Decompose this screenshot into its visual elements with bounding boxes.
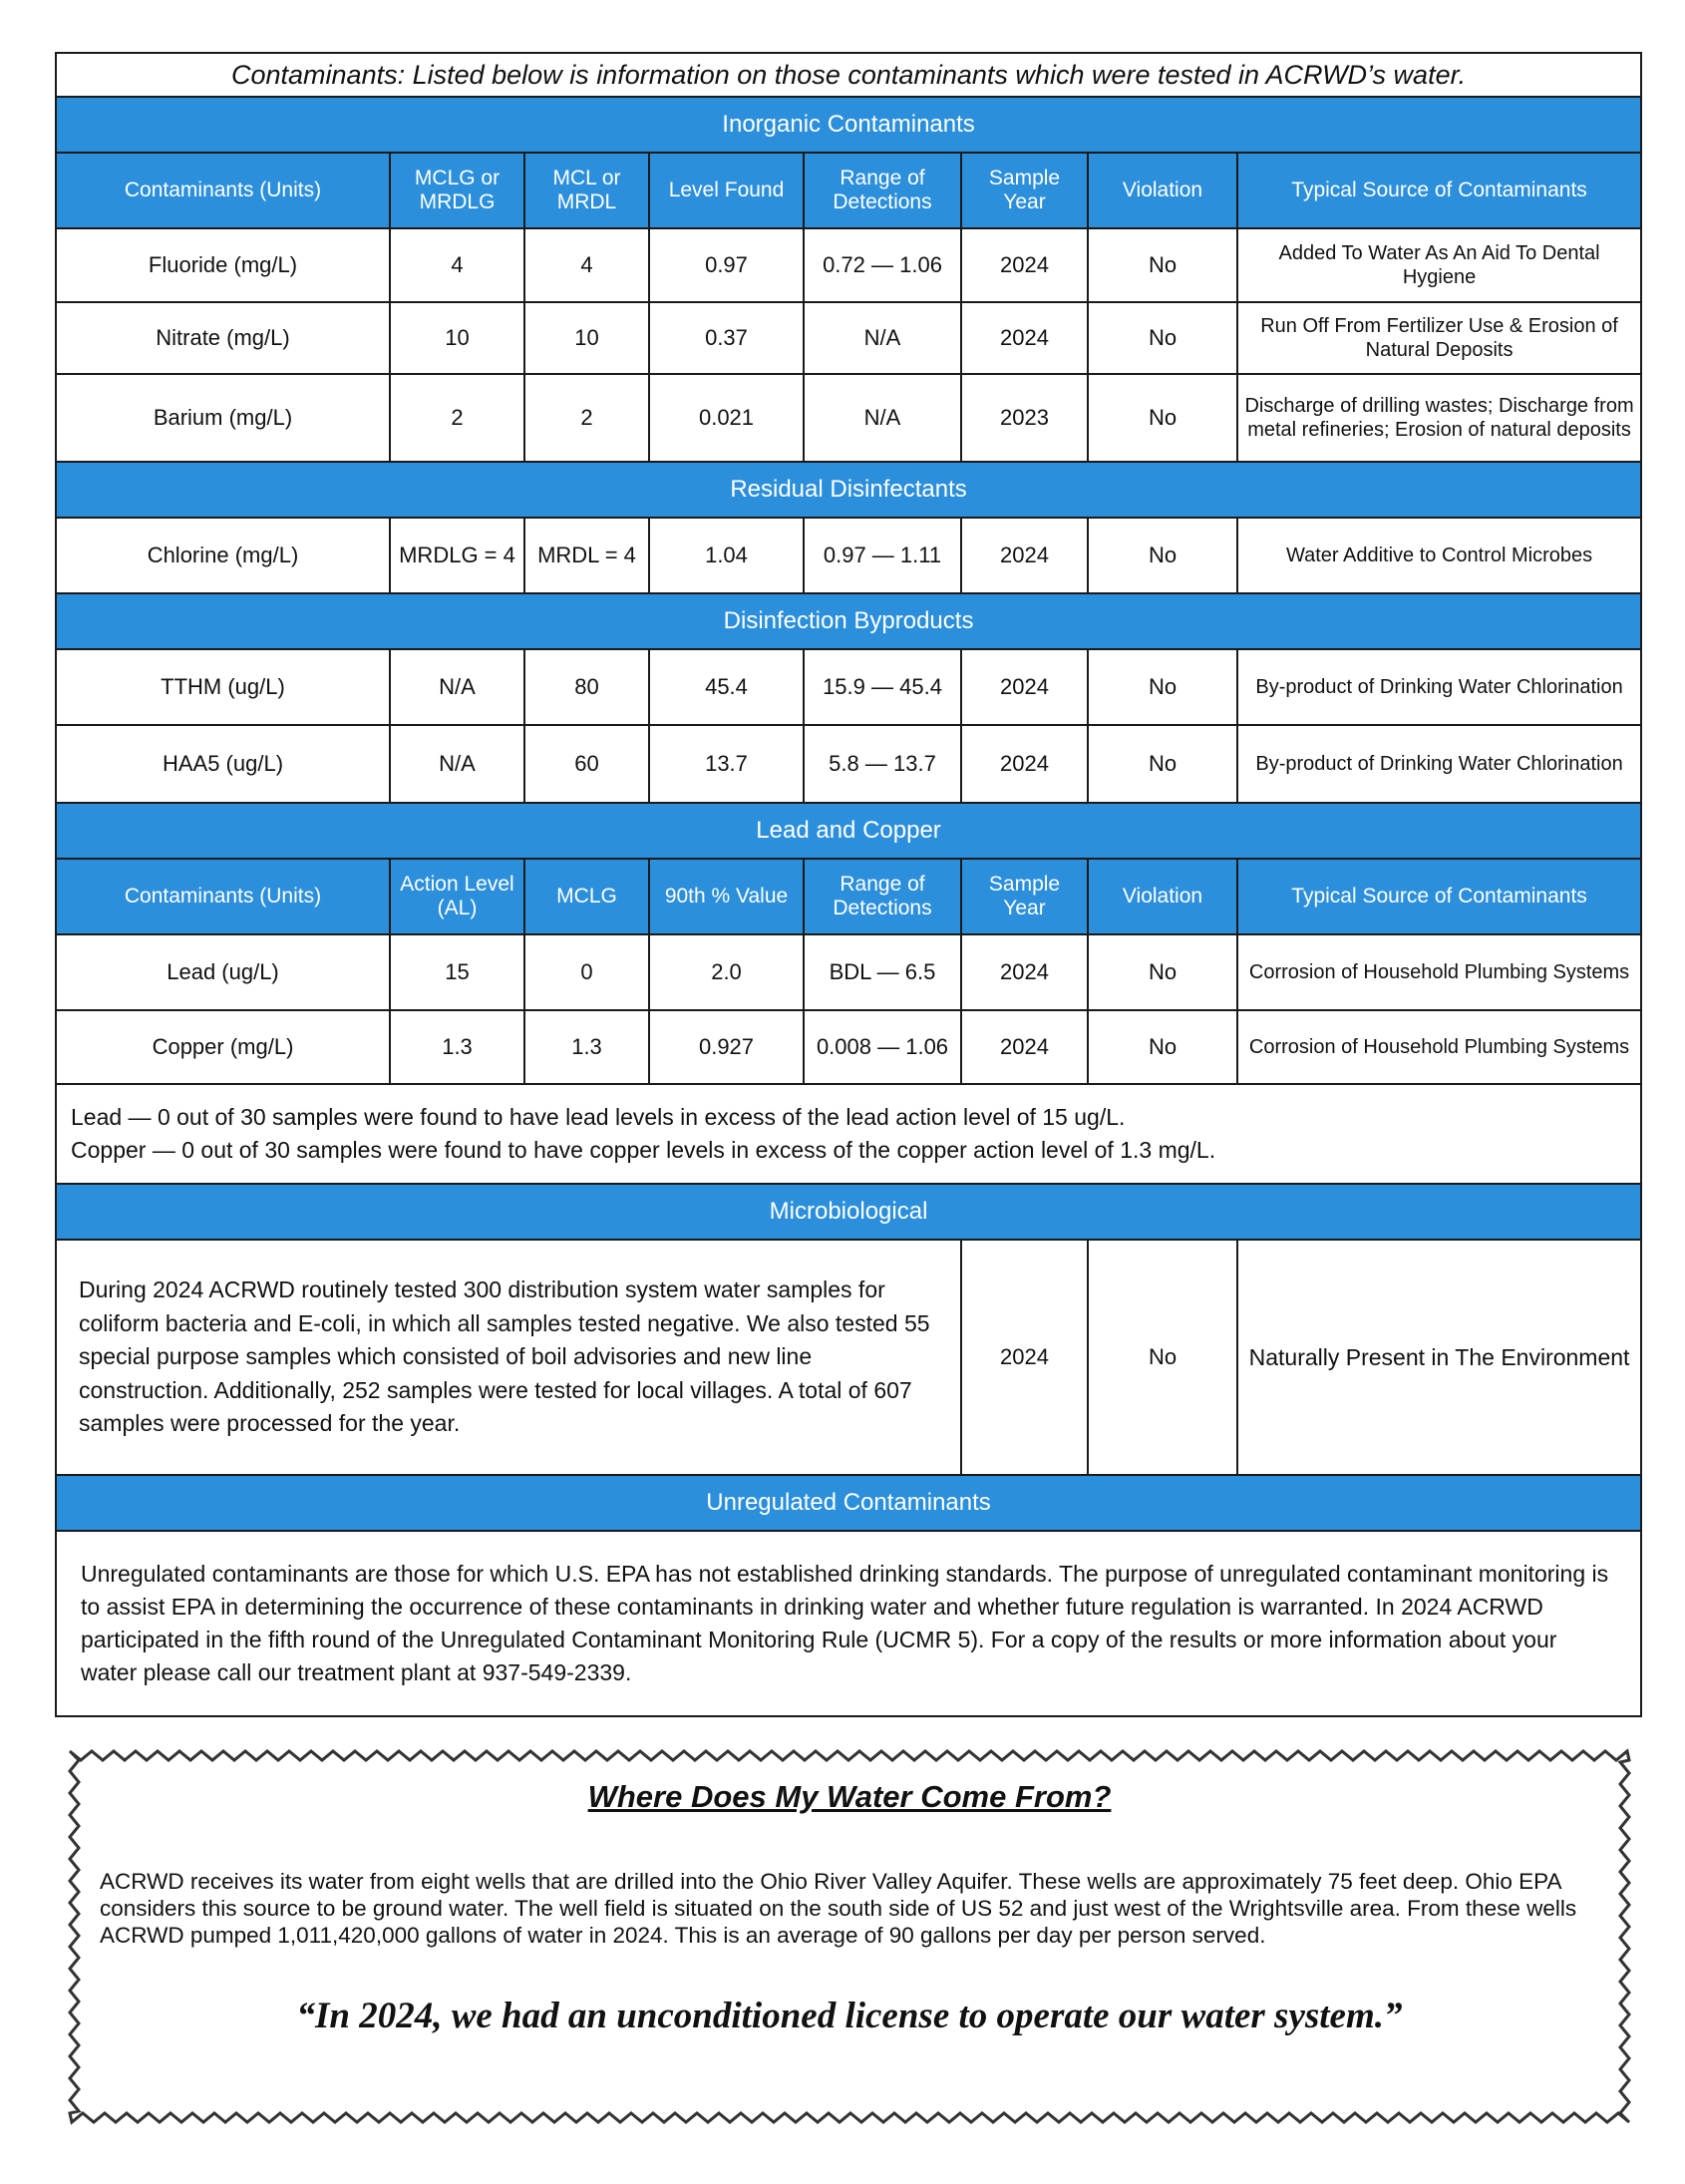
col-header: Contaminants (Units): [56, 153, 390, 228]
table-cell: 15.9 — 45.4: [804, 649, 961, 725]
lead-note: Lead — 0 out of 30 samples were found to have lead levels in excess of the lead action level of 15 ug/L.: [71, 1104, 1126, 1130]
table-cell: Chlorine (mg/L): [56, 518, 390, 593]
table-row: [56, 518, 1641, 593]
table-row: [56, 1010, 1641, 1084]
table-cell: 0.021: [649, 374, 804, 462]
table-cell: Added To Water As An Aid To Dental Hygiene: [1237, 228, 1641, 302]
table-cell: 4: [390, 228, 524, 302]
col-header: 90th % Value: [649, 859, 804, 934]
table-cell: Water Additive to Control Microbes: [1237, 518, 1641, 593]
lead-copper-header-row: [56, 859, 1641, 934]
unregulated-description: Unregulated contaminants are those for which U.S. EPA has not established drinking standards. The purpose of unregulated contaminant monitoring is to assist EPA in determining the occurrence of these contaminants in drinking water and whether future regulation is warranted. In 2024 ACRWD participated in the fifth round of the Unregulated Contaminant Monitoring Rule (UCMR 5). For a copy of the results or more information about your water please call our treatment plant at 937-549-2339.: [56, 1531, 1641, 1716]
table-cell: 10: [390, 302, 524, 374]
table-cell: No: [1088, 725, 1237, 803]
table-row: [56, 725, 1641, 803]
water-source-title: Where Does My Water Come From?: [587, 1779, 1112, 1814]
table-cell: 0.97: [649, 228, 804, 302]
table-row: [56, 228, 1641, 302]
water-source-box: [62, 1743, 1637, 2130]
inorganic-header-row: [56, 153, 1641, 228]
table-cell: No: [1088, 649, 1237, 725]
col-header: MCLG: [524, 859, 649, 934]
col-header: Action Level (AL): [390, 859, 524, 934]
table-cell: N/A: [390, 725, 524, 803]
table-row: [56, 302, 1641, 374]
table-row: [56, 374, 1641, 462]
col-header: Sample Year: [961, 153, 1088, 228]
col-header: Range of Detections: [804, 859, 961, 934]
table-cell: N/A: [804, 374, 961, 462]
table-cell: 2023: [961, 374, 1088, 462]
table-cell: HAA5 (ug/L): [56, 725, 390, 803]
table-cell: By-product of Drinking Water Chlorination: [1237, 649, 1641, 725]
table-cell: No: [1088, 1010, 1237, 1084]
table-cell: 0.72 — 1.06: [804, 228, 961, 302]
table-cell: 2024: [961, 302, 1088, 374]
table-cell: 2: [390, 374, 524, 462]
col-header: Typical Source of Contaminants: [1237, 859, 1641, 934]
col-header: Typical Source of Contaminants: [1237, 153, 1641, 228]
table-cell: 2024: [961, 1010, 1088, 1084]
table-cell: No: [1088, 374, 1237, 462]
table-cell: 15: [390, 934, 524, 1010]
table-cell: 0.37: [649, 302, 804, 374]
col-header: Range of Detections: [804, 153, 961, 228]
table-cell: No: [1088, 934, 1237, 1010]
table-cell: 0: [524, 934, 649, 1010]
table-cell: 80: [524, 649, 649, 725]
table-row: [56, 649, 1641, 725]
table-cell: 10: [524, 302, 649, 374]
col-header: Level Found: [649, 153, 804, 228]
col-header: Violation: [1088, 153, 1237, 228]
table-cell: N/A: [390, 649, 524, 725]
section-residual: Residual Disinfectants: [56, 462, 1641, 518]
table-cell: No: [1088, 228, 1237, 302]
table-cell: TTHM (ug/L): [56, 649, 390, 725]
table-cell: 2024: [961, 649, 1088, 725]
micro-source: Naturally Present in The Environment: [1237, 1240, 1641, 1475]
table-cell: MRDL = 4: [524, 518, 649, 593]
col-header: Sample Year: [961, 859, 1088, 934]
table-cell: Corrosion of Household Plumbing Systems: [1237, 934, 1641, 1010]
section-lead-copper: Lead and Copper: [56, 803, 1641, 859]
water-source-text: ACRWD receives its water from eight wells that are drilled into the Ohio River Valley Aquifer. These wells are approximately 75 feet deep. Ohio EPA considers this source to be ground water. The well field is situated on the south side of US 52 and just west of the Wrightsville area. From these wells ACRWD pumped 1,011,420,000 gallons of water in 2024. This is an average of 90 gallons per day per person served.: [100, 1869, 1577, 1948]
table-cell: 2024: [961, 228, 1088, 302]
table-row: [56, 1240, 1641, 1475]
table-cell: 5.8 — 13.7: [804, 725, 961, 803]
table-cell: Run Off From Fertilizer Use & Erosion of Natural Deposits: [1237, 302, 1641, 374]
col-header: MCL or MRDL: [524, 153, 649, 228]
contaminants-table: [55, 52, 1642, 1717]
table-cell: 60: [524, 725, 649, 803]
table-cell: 1.3: [524, 1010, 649, 1084]
micro-year: 2024: [961, 1240, 1088, 1475]
table-cell: 4: [524, 228, 649, 302]
table-cell: 1.3: [390, 1010, 524, 1084]
section-microbiological: Microbiological: [56, 1184, 1641, 1240]
table-cell: 0.97 — 1.11: [804, 518, 961, 593]
table-cell: No: [1088, 302, 1237, 374]
lead-copper-notes-row: [56, 1084, 1641, 1184]
table-cell: Fluoride (mg/L): [56, 228, 390, 302]
copper-note: Copper — 0 out of 30 samples were found to have copper levels in excess of the copper action level of 1.3 mg/L.: [71, 1137, 1216, 1163]
table-title: Contaminants: Listed below is information on those contaminants which were tested in ACRWD’s water.: [56, 53, 1641, 97]
license-quote: “In 2024, we had an unconditioned license to operate our water system.”: [296, 1996, 1403, 2036]
table-cell: BDL — 6.5: [804, 934, 961, 1010]
table-cell: Lead (ug/L): [56, 934, 390, 1010]
table-cell: 2: [524, 374, 649, 462]
table-cell: 13.7: [649, 725, 804, 803]
table-cell: 0.927: [649, 1010, 804, 1084]
table-cell: 45.4: [649, 649, 804, 725]
col-header: Violation: [1088, 859, 1237, 934]
section-byproducts: Disinfection Byproducts: [56, 593, 1641, 649]
table-cell: 2024: [961, 518, 1088, 593]
table-cell: Barium (mg/L): [56, 374, 390, 462]
table-cell: By-product of Drinking Water Chlorination: [1237, 725, 1641, 803]
table-cell: Discharge of drilling wastes; Discharge from metal refineries; Erosion of natural deposits: [1237, 374, 1641, 462]
table-cell: Nitrate (mg/L): [56, 302, 390, 374]
table-cell: MRDLG = 4: [390, 518, 524, 593]
col-header: Contaminants (Units): [56, 859, 390, 934]
title-row: [56, 53, 1641, 97]
table-cell: 2.0: [649, 934, 804, 1010]
table-cell: Copper (mg/L): [56, 1010, 390, 1084]
section-inorganic: Inorganic Contaminants: [56, 97, 1641, 153]
table-cell: 1.04: [649, 518, 804, 593]
section-unregulated: Unregulated Contaminants: [56, 1475, 1641, 1531]
col-header: MCLG or MRDLG: [390, 153, 524, 228]
table-cell: No: [1088, 518, 1237, 593]
micro-violation: No: [1088, 1240, 1237, 1475]
table-cell: 0.008 — 1.06: [804, 1010, 961, 1084]
table-cell: Corrosion of Household Plumbing Systems: [1237, 1010, 1641, 1084]
table-cell: 2024: [961, 934, 1088, 1010]
table-cell: N/A: [804, 302, 961, 374]
table-row: [56, 1531, 1641, 1716]
lead-copper-notes: [56, 1084, 1641, 1184]
table-cell: 2024: [961, 725, 1088, 803]
table-row: [56, 934, 1641, 1010]
micro-description: During 2024 ACRWD routinely tested 300 distribution system water samples for coliform bacteria and E-coli, in which all samples tested negative. We also tested 55 special purpose samples which consisted of boil advisories and new line construction. Additionally, 252 samples were tested for local villages. A total of 607 samples were processed for the year.: [56, 1240, 961, 1475]
